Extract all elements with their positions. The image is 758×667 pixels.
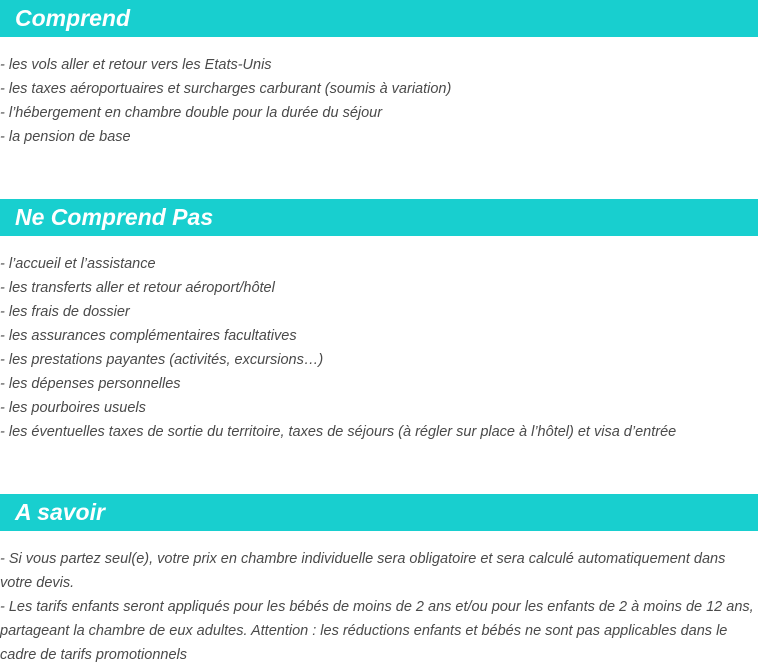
section-header-ne-comprend-pas [0,199,758,236]
section-title-ne-comprend-pas: Ne Comprend Pas [15,204,214,230]
list-item: - les éventuelles taxes de sortie du territoire, taxes de séjours (à régler sur place à l’hôtel) et visa d’entrée [0,424,677,440]
list-item: - Si vous partez seul(e), votre prix en chambre individuelle sera obligatoire et sera calculé automatiquement dans votre devis. [0,551,726,591]
list-item: - les prestations payantes (activités, excursions…) [0,352,324,368]
section-header-a-savoir [0,494,758,531]
section-title-a-savoir: A savoir [15,499,105,525]
list-item: - les vols aller et retour vers les Etats-Unis [0,57,272,73]
section-list-ne-comprend-pas [0,252,758,444]
section-list-comprend [0,53,758,149]
list-item: - les pourboires usuels [0,400,146,416]
list-item: - l’hébergement en chambre double pour la durée du séjour [0,105,383,121]
list-item: - les frais de dossier [0,304,130,320]
list-item: - l’accueil et l’assistance [0,256,156,272]
section-title-comprend: Comprend [15,5,130,31]
section-list-a-savoir [0,547,758,667]
list-item: - Les tarifs enfants seront appliqués pour les bébés de moins de 2 ans et/ou pour les enfants de 2 à moins de 12 ans, partageant la chambre de eux adultes. Attention : les réductions enfants et bébés ne sont pas applicables dans le cadre de tarifs promotionnels [0,599,754,663]
list-item: - les transferts aller et retour aéroport/hôtel [0,280,275,296]
section-header-comprend [0,0,758,37]
list-item: - la pension de base [0,129,131,145]
list-item: - les taxes aéroportuaires et surcharges carburant (soumis à variation) [0,81,452,97]
list-item: - les assurances complémentaires facultatives [0,328,297,344]
list-item: - les dépenses personnelles [0,376,181,392]
